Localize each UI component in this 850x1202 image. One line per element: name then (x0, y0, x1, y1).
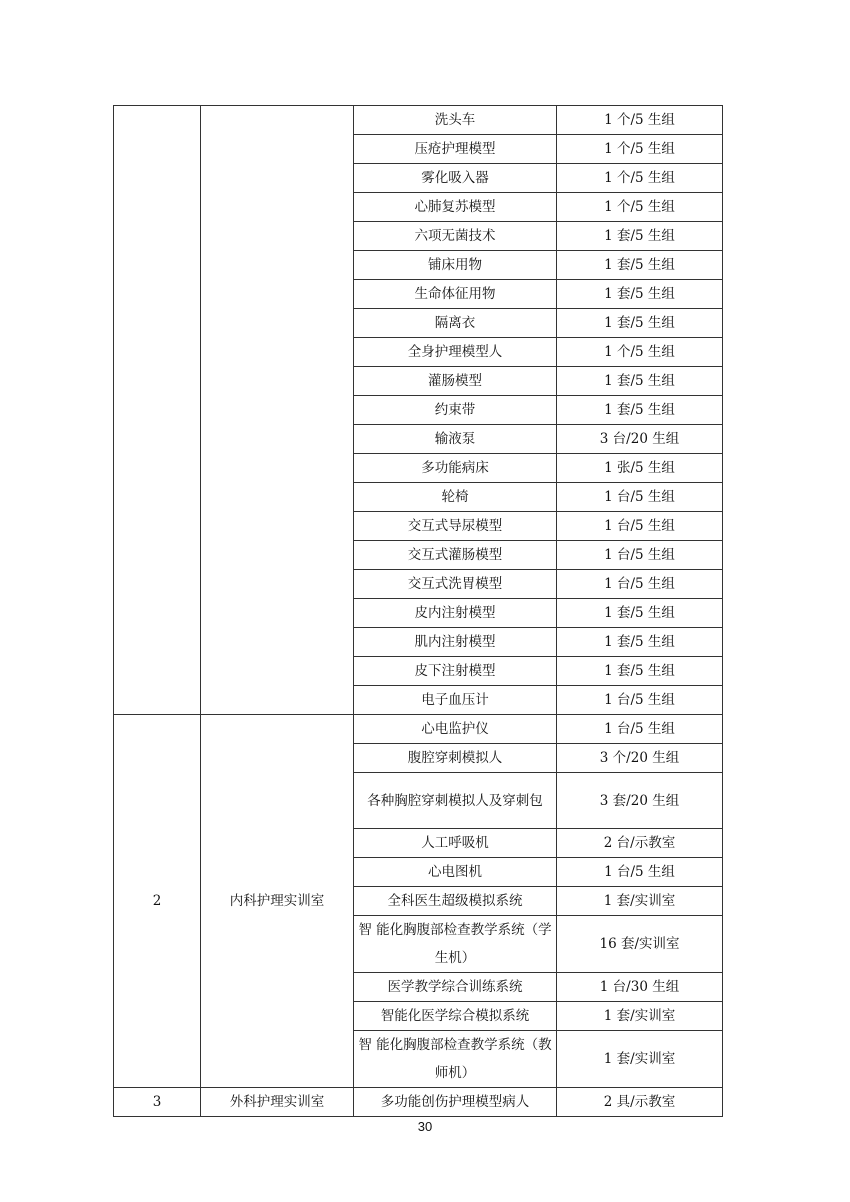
page-number: 30 (417, 1119, 433, 1134)
table-row (114, 1088, 723, 1117)
equipment-quantity-cell: 1 套/5 生组 (557, 628, 723, 657)
equipment-quantity-cell: 1 台/5 生组 (557, 512, 723, 541)
equipment-name-cell: 输液泵 (354, 425, 557, 454)
equipment-name-cell: 各种胸腔穿刺模拟人及穿刺包 (354, 773, 557, 829)
equipment-name-cell: 人工呼吸机 (354, 829, 557, 858)
equipment-name-cell: 洗头车 (354, 106, 557, 135)
equipment-name-cell: 腹腔穿刺模拟人 (354, 744, 557, 773)
equipment-name-cell: 隔离衣 (354, 309, 557, 338)
equipment-quantity-cell: 1 套/5 生组 (557, 222, 723, 251)
equipment-quantity-cell: 1 台/5 生组 (557, 541, 723, 570)
equipment-name-cell: 交互式洗胃模型 (354, 570, 557, 599)
equipment-quantity-cell: 1 套/实训室 (557, 1002, 723, 1031)
equipment-quantity-cell: 1 个/5 生组 (557, 193, 723, 222)
equipment-quantity-cell: 1 个/5 生组 (557, 106, 723, 135)
equipment-name-cell: 交互式灌肠模型 (354, 541, 557, 570)
equipment-quantity-cell: 1 张/5 生组 (557, 454, 723, 483)
section-number-cell (114, 106, 201, 715)
equipment-name-cell: 皮下注射模型 (354, 657, 557, 686)
equipment-quantity-cell: 3 个/20 生组 (557, 744, 723, 773)
equipment-quantity-cell: 1 套/5 生组 (557, 309, 723, 338)
training-room-cell: 外科护理实训室 (201, 1088, 354, 1117)
table-row (114, 715, 723, 744)
equipment-quantity-cell: 1 套/实训室 (557, 1031, 723, 1088)
equipment-name-cell: 交互式导尿模型 (354, 512, 557, 541)
equipment-name-cell: 雾化吸入器 (354, 164, 557, 193)
equipment-name-cell: 约束带 (354, 396, 557, 425)
equipment-name-cell: 生命体征用物 (354, 280, 557, 309)
equipment-quantity-cell: 1 台/5 生组 (557, 686, 723, 715)
equipment-quantity-cell: 1 套/实训室 (557, 887, 723, 916)
equipment-name-cell: 皮内注射模型 (354, 599, 557, 628)
equipment-name-cell: 心电监护仪 (354, 715, 557, 744)
equipment-name-cell: 压疮护理模型 (354, 135, 557, 164)
equipment-quantity-cell: 16 套/实训室 (557, 916, 723, 973)
equipment-name-cell: 全科医生超级模拟系统 (354, 887, 557, 916)
training-room-cell: 内科护理实训室 (201, 715, 354, 1088)
equipment-name-cell: 灌肠模型 (354, 367, 557, 396)
training-room-cell (201, 106, 354, 715)
equipment-quantity-cell: 1 台/5 生组 (557, 858, 723, 887)
equipment-quantity-cell: 2 具/示教室 (557, 1088, 723, 1117)
section-number-cell: 3 (114, 1088, 201, 1117)
equipment-table-body (114, 106, 723, 1117)
equipment-name-cell: 全身护理模型人 (354, 338, 557, 367)
equipment-name-cell: 轮椅 (354, 483, 557, 512)
equipment-quantity-cell: 3 台/20 生组 (557, 425, 723, 454)
equipment-quantity-cell: 1 个/5 生组 (557, 338, 723, 367)
equipment-name-cell: 智 能化胸腹部检查教学系统（学生机） (354, 916, 557, 973)
equipment-table (113, 105, 723, 1117)
equipment-quantity-cell: 1 套/5 生组 (557, 599, 723, 628)
equipment-quantity-cell: 1 套/5 生组 (557, 251, 723, 280)
equipment-quantity-cell: 1 套/5 生组 (557, 396, 723, 425)
equipment-name-cell: 多功能病床 (354, 454, 557, 483)
equipment-name-cell: 心电图机 (354, 858, 557, 887)
equipment-quantity-cell: 1 套/5 生组 (557, 657, 723, 686)
equipment-quantity-cell: 2 台/示教室 (557, 829, 723, 858)
equipment-name-cell: 六项无菌技术 (354, 222, 557, 251)
equipment-quantity-cell: 1 个/5 生组 (557, 135, 723, 164)
equipment-name-cell: 心肺复苏模型 (354, 193, 557, 222)
equipment-name-cell: 智能化医学综合模拟系统 (354, 1002, 557, 1031)
equipment-quantity-cell: 1 套/5 生组 (557, 367, 723, 396)
equipment-name-cell: 铺床用物 (354, 251, 557, 280)
equipment-name-cell: 智 能化胸腹部检查教学系统（教师机） (354, 1031, 557, 1088)
equipment-quantity-cell: 1 台/5 生组 (557, 570, 723, 599)
equipment-name-cell: 医学教学综合训练系统 (354, 973, 557, 1002)
section-number-cell: 2 (114, 715, 201, 1088)
equipment-quantity-cell: 1 套/5 生组 (557, 280, 723, 309)
equipment-quantity-cell: 3 套/20 生组 (557, 773, 723, 829)
equipment-name-cell: 肌内注射模型 (354, 628, 557, 657)
equipment-quantity-cell: 1 个/5 生组 (557, 164, 723, 193)
table-row (114, 106, 723, 135)
equipment-quantity-cell: 1 台/5 生组 (557, 715, 723, 744)
equipment-name-cell: 电子血压计 (354, 686, 557, 715)
equipment-quantity-cell: 1 台/30 生组 (557, 973, 723, 1002)
equipment-quantity-cell: 1 台/5 生组 (557, 483, 723, 512)
equipment-name-cell: 多功能创伤护理模型病人 (354, 1088, 557, 1117)
